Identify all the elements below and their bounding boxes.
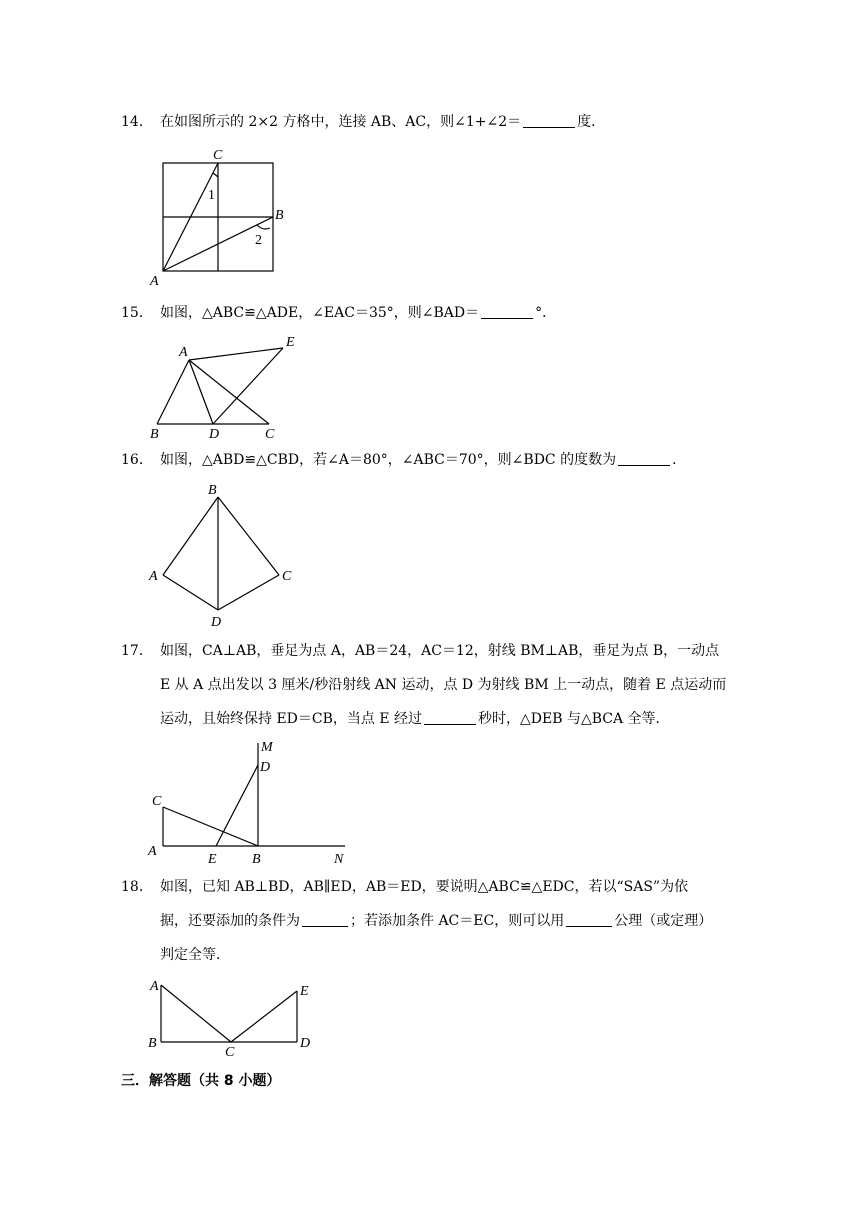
question-text: 判定全等． (160, 947, 230, 963)
label-b: B (208, 483, 217, 498)
label-c: C (225, 1045, 235, 1060)
figure-18-triangles (145, 975, 325, 1060)
label-b: B (148, 1036, 157, 1051)
section-heading: 三．解答题（共 8 小题） (121, 1073, 281, 1089)
figure-14-grid (150, 145, 290, 290)
answer-blank[interactable] (523, 113, 575, 128)
angle-1-arc (213, 173, 218, 177)
label-e: E (286, 335, 295, 350)
question-number: 17． (121, 643, 153, 659)
segment-cb (163, 807, 258, 846)
segment-de (213, 348, 283, 424)
question-text: E 从 A 点出发以 3 厘米/秒沿射线 AN 运动，点 D 为射线 BM 上一动点，随着 E 点运动而 (160, 677, 727, 693)
segment-cd (218, 575, 279, 610)
angle-label-2: 2 (255, 233, 262, 248)
question-number: 14． (121, 114, 153, 130)
angle-label-1: 1 (208, 188, 215, 203)
question-number: 18． (121, 879, 153, 895)
question-text-end: 公理（或定理） (614, 913, 713, 929)
label-e: E (208, 852, 217, 867)
label-e: E (300, 984, 309, 999)
figure-17-rays (140, 735, 355, 870)
label-c: C (152, 794, 162, 809)
answer-blank-1[interactable] (302, 912, 348, 927)
question-text-end: °． (535, 305, 557, 321)
answer-blank-2[interactable] (566, 912, 612, 927)
question-text-end: 秒时，△DEB 与△BCA 全等． (478, 711, 670, 727)
question-text: 如图，△ABC≌△ADE，∠EAC＝35°，则∠BAD＝ (160, 305, 480, 321)
question-text: 如图，△ABD≌△CBD，若∠A＝80°，∠ABC＝70°，则∠BDC 的度数为 (160, 452, 617, 468)
label-d: D (209, 427, 220, 442)
label-b: B (275, 208, 284, 223)
segment-ba (163, 497, 218, 575)
label-c: C (265, 427, 275, 442)
answer-blank[interactable] (618, 451, 670, 466)
label-b: B (150, 427, 159, 442)
question-text-end: ． (672, 452, 687, 468)
angle-2-arc (257, 225, 270, 229)
question-text: 运动，且始终保持 ED＝CB，当点 E 经过 (160, 711, 423, 727)
question-number: 16． (121, 452, 153, 468)
answer-blank[interactable] (424, 710, 476, 725)
answer-blank[interactable] (481, 304, 533, 319)
segment-ac (161, 985, 231, 1042)
segment-ed (216, 765, 258, 846)
label-a: A (150, 274, 159, 289)
label-d: D (300, 1036, 311, 1051)
figure-16-kite (145, 480, 305, 630)
segment-bc (218, 497, 279, 575)
label-c: C (213, 148, 223, 163)
label-a: A (148, 844, 157, 859)
label-a: A (150, 979, 159, 994)
segment-ad (163, 575, 218, 610)
question-number: 15． (121, 305, 153, 321)
label-d: D (211, 615, 222, 630)
segment-ae (189, 348, 283, 360)
figure-15-triangles (145, 330, 305, 442)
label-b: B (252, 852, 261, 867)
segment-ec (231, 991, 297, 1042)
label-d: D (260, 760, 271, 775)
question-text: 如图，CA⊥AB，垂足为点 A，AB＝24，AC＝12，射线 BM⊥AB，垂足为点 B，一动点 (160, 643, 720, 659)
question-text: 如图，已知 AB⊥BD，AB∥ED，AB＝ED，要说明△ABC≌△EDC，若以“SAS”为依 (160, 879, 689, 895)
label-n: N (334, 852, 344, 867)
label-a: A (179, 345, 188, 360)
question-text: 在如图所示的 2×2 方格中，连接 AB、AC，则∠1+∠2＝ (160, 114, 522, 130)
question-text-end: 度． (577, 114, 606, 130)
label-c: C (282, 569, 292, 584)
label-m: M (261, 740, 273, 755)
label-a: A (149, 569, 158, 584)
question-text-mid: ；若添加条件 AC＝EC，则可以用 (350, 913, 565, 929)
segment-ab (157, 360, 189, 424)
question-text: 据，还要添加的条件为 (160, 913, 300, 929)
